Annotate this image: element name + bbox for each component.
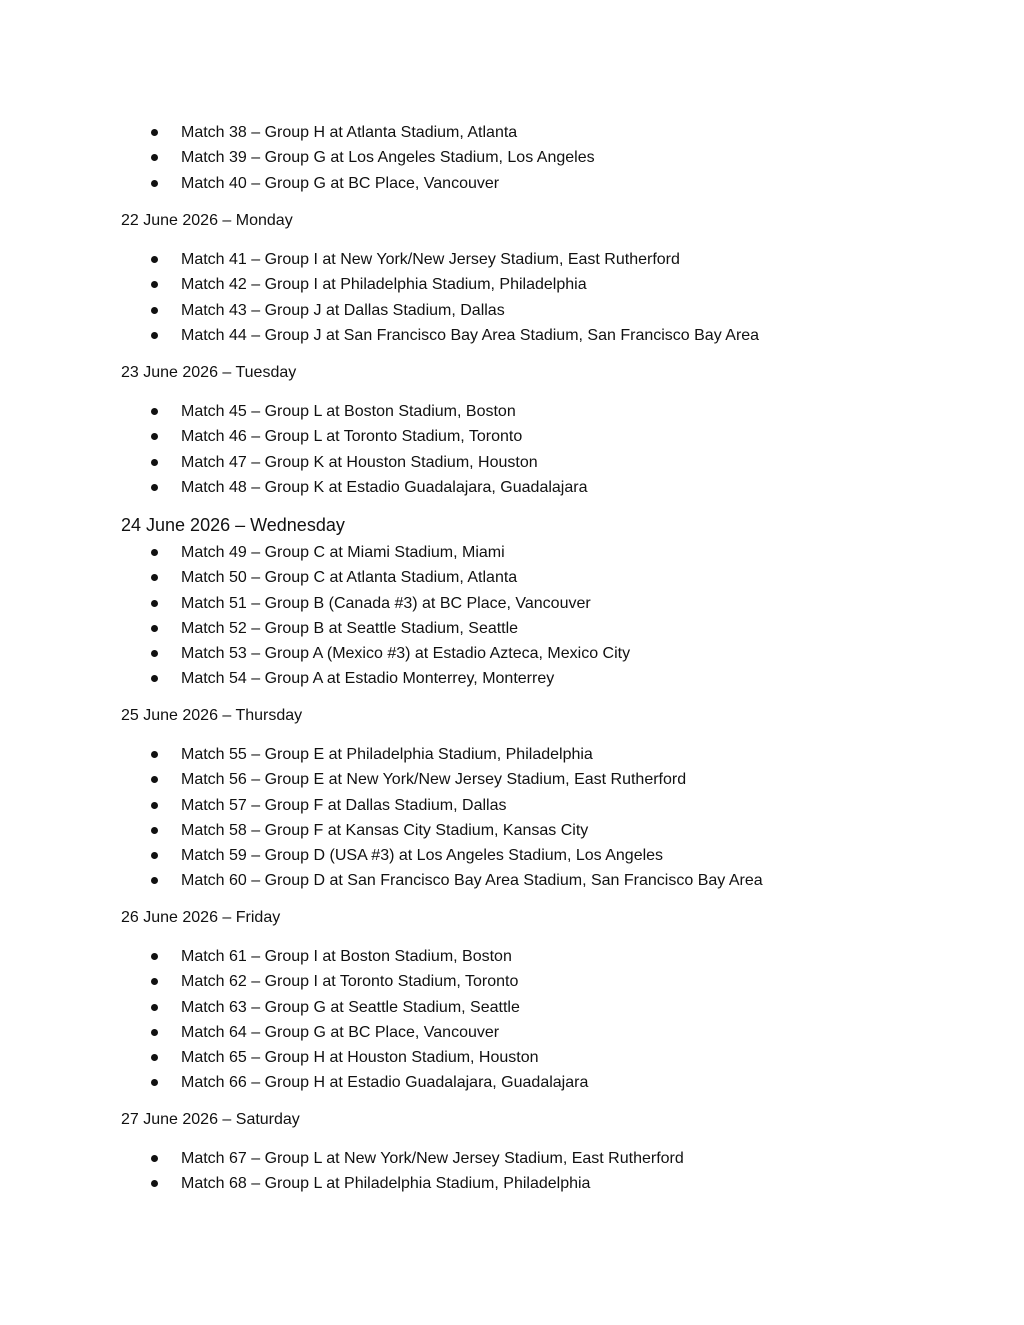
match-text: Match 51 – Group B (Canada #3) at BC Place, Vancouver — [181, 594, 591, 612]
date-heading: 24 June 2026 – Wednesday — [121, 515, 345, 535]
date-heading: 27 June 2026 – Saturday — [121, 1111, 300, 1128]
bullet-icon — [151, 751, 158, 758]
bullet-icon — [151, 1004, 158, 1011]
bullet-icon — [151, 154, 158, 161]
match-text: Match 54 – Group A at Estadio Monterrey, Monterrey — [181, 670, 555, 688]
bullet-icon — [151, 549, 158, 556]
match-text: Match 41 – Group I at New York/New Jersey Stadium, East Rutherford — [181, 251, 680, 268]
match-text: Match 63 – Group G at Seattle Stadium, Seattle — [181, 998, 520, 1016]
match-text: Match 62 – Group I at Toronto Stadium, Toronto — [181, 973, 519, 991]
bullet-icon — [151, 1180, 158, 1187]
match-text: Match 45 – Group L at Boston Stadium, Boston — [181, 403, 516, 420]
bullet-icon — [151, 1079, 158, 1086]
bullet-icon — [151, 484, 158, 491]
bullet-icon — [151, 625, 158, 632]
match-text: Match 42 – Group I at Philadelphia Stadium, Philadelphia — [181, 276, 587, 294]
date-heading: 22 June 2026 – Monday — [121, 212, 293, 229]
bullet-icon — [151, 1155, 158, 1162]
match-text: Match 53 – Group A (Mexico #3) at Estadio Azteca, Mexico City — [181, 645, 631, 663]
match-text: Match 68 – Group L at Philadelphia Stadium, Philadelphia — [181, 1175, 591, 1193]
bullet-icon — [151, 1029, 158, 1036]
date-heading: 25 June 2026 – Thursday — [121, 707, 303, 724]
bullet-icon — [151, 877, 158, 884]
match-text: Match 57 – Group F at Dallas Stadium, Dallas — [181, 796, 507, 814]
bullet-icon — [151, 953, 158, 960]
bullet-icon — [151, 129, 158, 136]
bullet-icon — [151, 433, 158, 440]
bullet-icon — [151, 332, 158, 339]
bullet-icon — [151, 650, 158, 657]
match-text: Match 58 – Group F at Kansas City Stadium, Kansas City — [181, 821, 589, 839]
match-text: Match 44 – Group J at San Francisco Bay Area Stadium, San Francisco Bay Area — [181, 326, 760, 344]
match-text: Match 56 – Group E at New York/New Jersey Stadium, East Rutherford — [181, 771, 687, 789]
bullet-icon — [151, 281, 158, 288]
bullet-icon — [151, 256, 158, 263]
match-text: Match 47 – Group K at Houston Stadium, Houston — [181, 453, 538, 471]
match-text: Match 60 – Group D at San Francisco Bay Area Stadium, San Francisco Bay Area — [181, 872, 763, 890]
bullet-icon — [151, 459, 158, 466]
match-text: Match 43 – Group J at Dallas Stadium, Dallas — [181, 301, 505, 319]
match-text: Match 67 – Group L at New York/New Jersey Stadium, East Rutherford — [181, 1150, 684, 1167]
match-text: Match 55 – Group E at Philadelphia Stadium, Philadelphia — [181, 746, 593, 763]
bullet-icon — [151, 180, 158, 187]
match-text: Match 46 – Group L at Toronto Stadium, Toronto — [181, 428, 523, 446]
match-text: Match 61 – Group I at Boston Stadium, Boston — [181, 948, 512, 965]
bullet-icon — [151, 827, 158, 834]
match-text: Match 64 – Group G at BC Place, Vancouver — [181, 1023, 500, 1041]
match-text: Match 48 – Group K at Estadio Guadalajara, Guadalajara — [181, 478, 588, 496]
match-text: Match 59 – Group D (USA #3) at Los Angeles Stadium, Los Angeles — [181, 847, 664, 865]
bullet-icon — [151, 600, 158, 607]
match-text: Match 49 – Group C at Miami Stadium, Miami — [181, 544, 505, 561]
match-text: Match 50 – Group C at Atlanta Stadium, Atlanta — [181, 569, 518, 587]
bullet-icon — [151, 574, 158, 581]
match-text: Match 52 – Group B at Seattle Stadium, Seattle — [181, 619, 519, 637]
bullet-icon — [151, 1054, 158, 1061]
match-text: Match 65 – Group H at Houston Stadium, Houston — [181, 1049, 539, 1067]
date-heading: 26 June 2026 – Friday — [121, 909, 281, 926]
match-text: Match 38 – Group H at Atlanta Stadium, Atlanta — [181, 124, 518, 141]
bullet-icon — [151, 307, 158, 314]
match-text: Match 40 – Group G at BC Place, Vancouver — [181, 174, 500, 192]
bullet-icon — [151, 776, 158, 783]
bullet-icon — [151, 852, 158, 859]
bullet-icon — [151, 978, 158, 985]
date-heading: 23 June 2026 – Tuesday — [121, 364, 297, 381]
match-text: Match 66 – Group H at Estadio Guadalajara, Guadalajara — [181, 1074, 589, 1092]
bullet-icon — [151, 675, 158, 682]
match-text: Match 39 – Group G at Los Angeles Stadium, Los Angeles — [181, 149, 595, 167]
bullet-icon — [151, 408, 158, 415]
bullet-icon — [151, 802, 158, 809]
